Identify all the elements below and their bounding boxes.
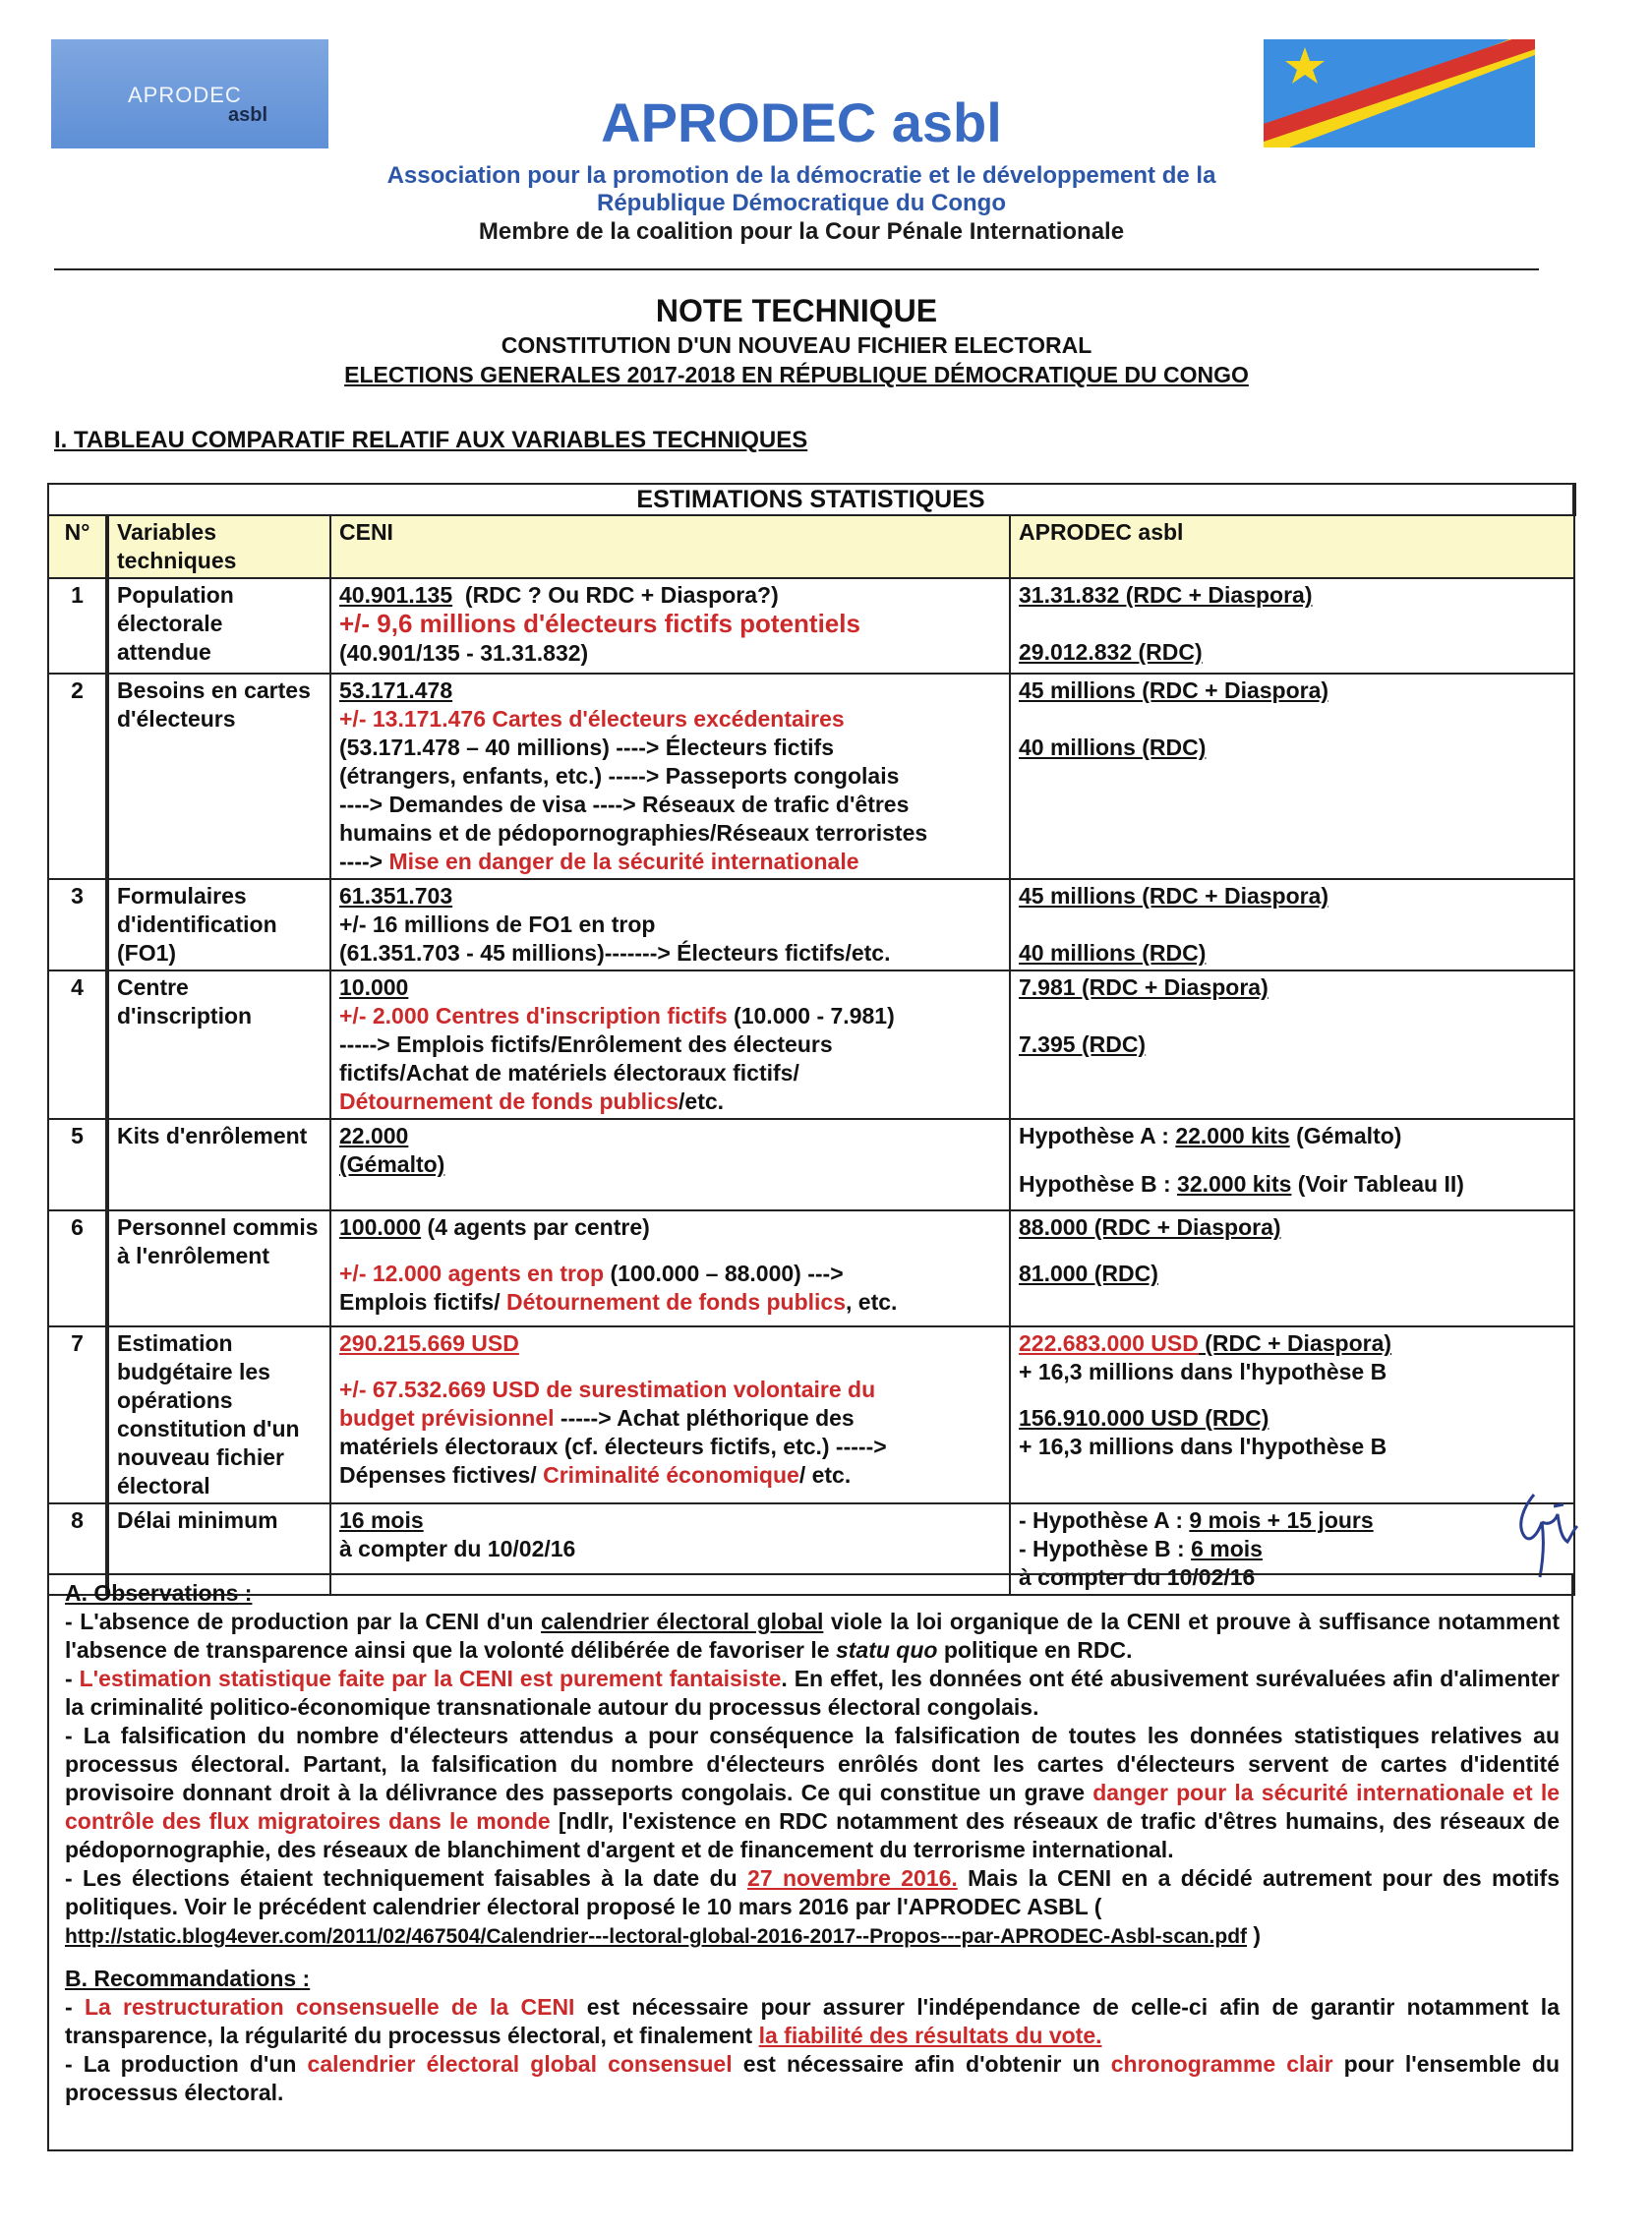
text-span: [ndlr, l'existence en RDC notamment des réseaux de trafic d'êtres humains, des réseaux de pédopornographie, des réseaux de blanchiment d'argent et de financement du terrorisme international. <box>65 1808 1560 1862</box>
observations-title: A. Observations : <box>65 1580 253 1606</box>
aprodec-value-a: 45 millions (RDC + Diaspora) <box>1019 883 1329 909</box>
ceni-line: (53.171.478 – 40 millions) ----> Électeurs fictifs <box>339 735 835 760</box>
text-span: politique en RDC. <box>937 1637 1133 1663</box>
aprodec-note-a: + 16,3 millions dans l'hypothèse B <box>1019 1359 1387 1384</box>
aprodec-value-a: 9 mois + 15 jours <box>1189 1507 1374 1533</box>
aprodec-value-b: 32.000 kits <box>1177 1171 1292 1197</box>
ceni-line: matériels électoraux (cf. électeurs fictifs, etc.) -----> <box>339 1434 887 1459</box>
ceni-line: Dépenses fictives/ <box>339 1462 544 1488</box>
aprodec-cell <box>1010 1119 1574 1210</box>
text-span: - Les élections étaient techniquement faisables à la date du <box>65 1865 748 1891</box>
ceni-cell <box>330 1210 1010 1326</box>
variable-name: Formulaires d'identification (FO1) <box>107 879 330 970</box>
variable-name: Besoins en cartes d'électeurs <box>107 674 330 879</box>
ceni-line-suffix: / etc. <box>798 1462 852 1488</box>
aprodec-value-a: 222.683.000 USD <box>1019 1330 1199 1356</box>
ceni-line: Emplois fictifs/ <box>339 1289 506 1315</box>
logo-text-aprodec: APRODEC <box>128 83 242 107</box>
observation-paragraph <box>65 1665 1560 1722</box>
ceni-value: 53.171.478 <box>339 677 453 703</box>
ceni-value: 290.215.669 USD <box>339 1330 519 1356</box>
aprodec-value-b: 156.910.000 USD (RDC) <box>1019 1405 1269 1431</box>
aprodec-cell <box>1010 879 1574 970</box>
signature <box>1495 1477 1593 1585</box>
observations-box <box>47 1573 1573 2151</box>
calendar-link[interactable]: http://static.blog4ever.com/2011/02/467504/Calendrier---lectoral-global-2016-2017--Propos---par-APRODEC-Asbl-scan.pdf <box>65 1925 1248 1948</box>
table-row <box>48 1210 1574 1326</box>
variable-name: Estimation budgétaire les opérations constitution d'un nouveau fichier électoral <box>107 1326 330 1503</box>
ceni-line-highlight: Détournement de fonds publics <box>339 1088 679 1114</box>
ceni-estimate: +/- 12.000 agents en trop <box>339 1261 605 1286</box>
ceni-line: fictifs/Achat de matériels électoraux fictifs/ <box>339 1060 799 1086</box>
ceni-estimate: +/- 2.000 Centres d'inscription fictifs <box>339 1003 728 1029</box>
ceni-line-prefix: ----> <box>339 849 389 874</box>
text-span: - <box>65 1666 80 1691</box>
row-number: 7 <box>48 1326 107 1503</box>
aprodec-value-a: 22.000 kits <box>1175 1123 1290 1148</box>
text-span: - La falsification du nombre d'électeurs attendus a pour conséquence la falsification de toutes les données statistiques relatives au processus électoral. Partant, la falsification du nombre d'électeurs enrôlés dont les cartes d'électeurs servent de cartes d'identité provisoire donnant droit à la délivrance des passeports congolais. Ce qui constitue un grave <box>65 1723 1560 1805</box>
text-span-highlight: 27 novembre 2016. <box>747 1865 958 1891</box>
ceni-value: 100.000 <box>339 1214 422 1240</box>
ceni-line: (étrangers, enfants, etc.) -----> Passeports congolais <box>339 763 900 789</box>
text-span-highlight: L'estimation statistique faite par la CENI est purement fantaisiste <box>79 1666 782 1691</box>
ceni-line-highlight: Mise en danger de la sécurité internationale <box>388 849 859 874</box>
ceni-note: à compter du 10/02/16 <box>339 1536 576 1561</box>
aprodec-suffix-a: (Gémalto) <box>1289 1123 1402 1148</box>
column-header-ceni: CENI <box>330 515 1010 578</box>
ceni-cell <box>330 674 1010 879</box>
aprodec-cell <box>1010 1326 1574 1503</box>
ceni-value: 10.000 <box>339 974 409 1000</box>
ceni-calc: (100.000 – 88.000) ---> <box>604 1261 844 1286</box>
column-header-aprodec: APRODEC asbl <box>1010 515 1574 578</box>
aprodec-cell <box>1010 578 1574 674</box>
column-header-variables: Variables techniques <box>107 515 330 578</box>
text-span-highlight: danger pour la sécurité internationale et le contrôle des flux migratoires dans le monde <box>65 1780 1561 1834</box>
text-span: Mais la CENI en a décidé autrement pour des motifs politiques. Voir le précédent calendrier électoral proposé le 10 mars 2016 par l'APRODEC ASBL ( <box>65 1865 1560 1919</box>
text-span: . En effet, les données ont été abusivement surévaluées afin d'alimenter la criminalité politico-économique transnationale autour du processus électoral congolais. <box>65 1666 1560 1720</box>
row-number: 5 <box>48 1119 107 1210</box>
table-row <box>48 1119 1574 1210</box>
ceni-estimate: +/- 67.532.669 USD de surestimation volontaire du <box>339 1377 876 1402</box>
drc-flag-icon <box>1264 39 1535 147</box>
ceni-note: (4 agents par centre) <box>421 1214 650 1240</box>
aprodec-value-b: 81.000 (RDC) <box>1019 1261 1158 1286</box>
text-span: - La production d'un <box>65 2051 308 2077</box>
ceni-line: humains et de pédopornographies/Réseaux terroristes <box>339 820 928 846</box>
ceni-value: 22.000 <box>339 1123 409 1148</box>
comparison-table <box>47 483 1576 1596</box>
table-header-row <box>48 515 1574 578</box>
ceni-line: ----> Demandes de visa ----> Réseaux de trafic d'êtres <box>339 792 910 817</box>
row-number: 1 <box>48 578 107 674</box>
ceni-cell <box>330 970 1010 1119</box>
note-title: NOTE TECHNIQUE <box>655 293 938 328</box>
ceni-line: (61.351.703 - 45 millions)-------> Électeurs fictifs/etc. <box>339 940 891 966</box>
aprodec-value-b: 6 mois <box>1191 1536 1263 1561</box>
aprodec-suffix-b: (Voir Tableau II) <box>1291 1171 1464 1197</box>
variable-name: Kits d'enrôlement <box>107 1119 330 1210</box>
table-caption: ESTIMATIONS STATISTIQUES <box>48 484 1574 515</box>
aprodec-value-a: 7.981 (RDC + Diaspora) <box>1019 974 1268 1000</box>
row-number: 3 <box>48 879 107 970</box>
ceni-line: +/- 16 millions de FO1 en trop <box>339 911 656 937</box>
ceni-estimate: +/- 13.171.476 Cartes d'électeurs excédentaires <box>339 706 845 732</box>
aprodec-suffix-a: (RDC + Diaspora) <box>1198 1330 1392 1356</box>
aprodec-value-a: 45 millions (RDC + Diaspora) <box>1019 677 1329 703</box>
ceni-value: 16 mois <box>339 1507 424 1533</box>
table-caption-row <box>48 484 1574 515</box>
text-span: - L'absence de production par la CENI d'un <box>65 1609 541 1634</box>
note-subtitle-2: ELECTIONS GENERALES 2017-2018 EN RÉPUBLIQUE DÉMOCRATIQUE DU CONGO <box>344 362 1249 387</box>
observation-paragraph <box>65 1722 1560 1864</box>
ceni-cell <box>330 879 1010 970</box>
aprodec-value-a: 31.31.832 (RDC + Diaspora) <box>1019 582 1313 608</box>
ceni-line-suffix: -----> Achat pléthorique des <box>554 1405 855 1431</box>
ceni-note: (RDC ? Ou RDC + Diaspora?) <box>464 582 779 608</box>
aprodec-label-a: Hypothèse A : <box>1019 1123 1176 1148</box>
text-span: viole la loi organique de la CENI et prouve à suffisance notamment l'absence de transparence ainsi que la volonté délibérée de favoriser le <box>65 1609 1561 1663</box>
aprodec-cell <box>1010 970 1574 1119</box>
aprodec-label-a: - Hypothèse A : <box>1019 1507 1190 1533</box>
observation-paragraph <box>65 1864 1560 1951</box>
row-number: 2 <box>48 674 107 879</box>
ceni-estimate-cont: budget prévisionnel <box>339 1405 555 1431</box>
aprodec-value-b: 7.395 (RDC) <box>1019 1031 1147 1057</box>
variable-name: Population électorale attendue <box>107 578 330 674</box>
text-span-underlined: calendrier électoral global <box>541 1609 824 1634</box>
ceni-calc: (10.000 - 7.981) <box>727 1003 895 1029</box>
recommendations-title: B. Recommandations : <box>65 1966 311 1991</box>
ceni-line-highlight: Détournement de fonds publics <box>505 1289 847 1315</box>
observation-paragraph <box>65 1608 1560 1665</box>
column-header-num: N° <box>48 515 107 578</box>
note-subtitle-1: CONSTITUTION D'UN NOUVEAU FICHIER ELECTORAL <box>501 332 1092 358</box>
aprodec-cell <box>1010 674 1574 879</box>
variable-name: Délai minimum <box>107 1503 330 1595</box>
aprodec-label-b: Hypothèse B : <box>1019 1171 1178 1197</box>
table-row <box>48 578 1574 674</box>
ceni-value: 40.901.135 <box>339 582 453 608</box>
aprodec-value-b: 29.012.832 (RDC) <box>1019 639 1203 665</box>
text-span-italic: statu quo <box>835 1637 938 1663</box>
table-row <box>48 674 1574 879</box>
table-row <box>48 879 1574 970</box>
text-span: ) <box>1247 1922 1262 1948</box>
row-number: 6 <box>48 1210 107 1326</box>
header-divider <box>54 268 1539 270</box>
ceni-calc: (40.901/135 - 31.31.832) <box>339 640 589 666</box>
aprodec-note-b: + 16,3 millions dans l'hypothèse B <box>1019 1434 1387 1459</box>
ceni-line-suffix: , etc. <box>846 1289 898 1315</box>
text-span: est nécessaire afin d'obtenir un <box>732 2051 1111 2077</box>
text-span: pour l'ensemble du processus électoral. <box>65 2051 1560 2105</box>
ceni-note: (Gémalto) <box>339 1151 445 1177</box>
table-row <box>48 1326 1574 1503</box>
text-span: - <box>65 1994 85 2020</box>
ceni-line-suffix: /etc. <box>678 1088 725 1114</box>
ceni-cell <box>330 1119 1010 1210</box>
aprodec-label-b: - Hypothèse B : <box>1019 1536 1192 1561</box>
ceni-cell <box>330 578 1010 674</box>
text-span-highlight: calendrier électoral global consensuel <box>307 2051 733 2077</box>
text-span-highlight: la fiabilité des résultats du vote. <box>758 2023 1102 2048</box>
section-title: I. TABLEAU COMPARATIF RELATIF AUX VARIABLES TECHNIQUES <box>54 427 808 453</box>
aprodec-value-b: 40 millions (RDC) <box>1019 735 1207 760</box>
row-number: 4 <box>48 970 107 1119</box>
aprodec-value-a: 88.000 (RDC + Diaspora) <box>1019 1214 1281 1240</box>
organization-subtitle-line1: Association pour la promotion de la démocratie et le développement de la <box>386 162 1216 189</box>
organization-title: APRODEC asbl <box>601 91 1002 153</box>
organization-membership: Membre de la coalition pour la Cour Pénale Internationale <box>478 218 1125 245</box>
text-span-highlight: chronogramme clair <box>1110 2051 1333 2077</box>
ceni-estimate: +/- 9,6 millions d'électeurs fictifs potentiels <box>339 609 860 638</box>
aprodec-cell <box>1010 1210 1574 1326</box>
ceni-value: 61.351.703 <box>339 883 453 909</box>
aprodec-note: à compter du 10/02/16 <box>1019 1564 1256 1590</box>
ceni-cell <box>330 1326 1010 1503</box>
logo-text-asbl: asbl <box>228 104 268 126</box>
variable-name: Personnel commis à l'enrôlement <box>107 1210 330 1326</box>
aprodec-value-b: 40 millions (RDC) <box>1019 940 1207 966</box>
recommendation-paragraph <box>65 1993 1560 2050</box>
ceni-line-highlight: Criminalité économique <box>543 1462 799 1488</box>
text-span-highlight: La restructuration consensuelle de la CENI <box>84 1994 575 2020</box>
row-number: 8 <box>48 1503 107 1595</box>
variable-name: Centre d'inscription <box>107 970 330 1119</box>
organization-subtitle-line2: République Démocratique du Congo <box>596 190 1006 216</box>
ceni-line: -----> Emplois fictifs/Enrôlement des électeurs <box>339 1031 833 1057</box>
text-span: est nécessaire pour assurer l'indépendance de celle-ci afin de garantir notamment la transparence, la régularité du processus électoral, et finalement <box>65 1994 1560 2048</box>
recommendation-paragraph <box>65 2050 1560 2107</box>
table-row <box>48 970 1574 1119</box>
